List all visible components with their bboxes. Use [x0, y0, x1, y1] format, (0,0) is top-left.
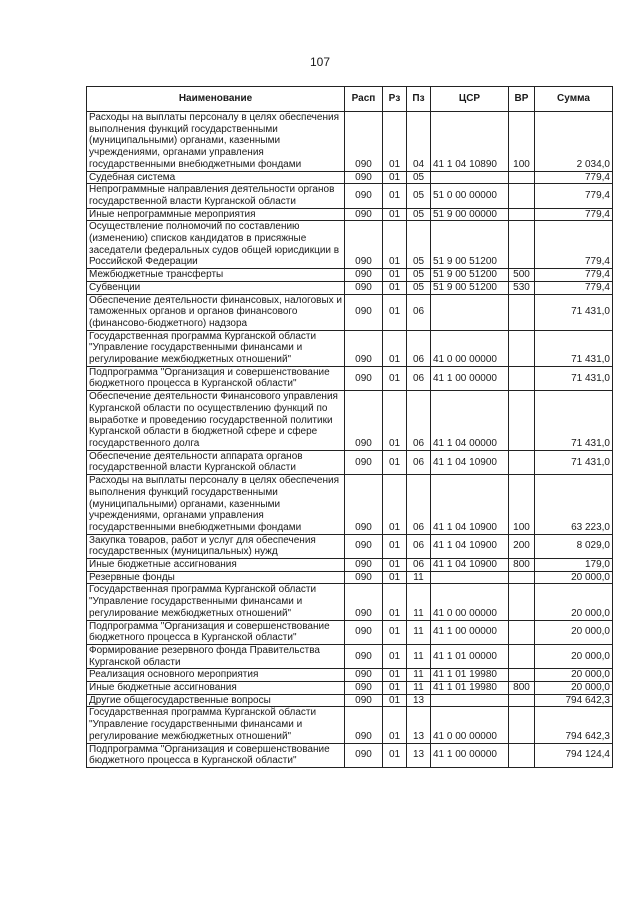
page-number: 107	[309, 55, 331, 69]
cell-vr: 800	[509, 682, 535, 695]
cell-vr: 500	[509, 269, 535, 282]
cell-pz: 05	[407, 208, 431, 221]
cell-rz: 01	[383, 294, 407, 330]
cell-csr: 51 9 00 51200	[431, 269, 509, 282]
cell-name: Государственная программа Курганской области "Управление государственными финансами и регулирование межбюджетных отношений"	[87, 584, 345, 620]
table-row	[87, 559, 613, 572]
cell-pz: 05	[407, 184, 431, 208]
cell-rasp: 090	[345, 208, 383, 221]
cell-sum: 71 431,0	[535, 330, 613, 366]
cell-sum: 63 223,0	[535, 475, 613, 535]
cell-rz: 01	[383, 281, 407, 294]
table-row	[87, 391, 613, 451]
cell-csr: 41 1 04 10900	[431, 475, 509, 535]
cell-vr	[509, 669, 535, 682]
cell-vr: 200	[509, 534, 535, 558]
cell-rz: 01	[383, 184, 407, 208]
cell-rz: 01	[383, 534, 407, 558]
cell-vr	[509, 450, 535, 474]
cell-name: Резервные фонды	[87, 571, 345, 584]
cell-csr: 41 0 00 00000	[431, 584, 509, 620]
cell-name: Непрограммные направления деятельности органов государственной власти Курганской области	[87, 184, 345, 208]
table-row	[87, 620, 613, 644]
cell-name: Расходы на выплаты персоналу в целях обеспечения выполнения функций государственными (муниципальными) органами, казенными учреждениями, органами управления государственными внебюджетными фондами	[87, 475, 345, 535]
table-row	[87, 330, 613, 366]
table-row	[87, 584, 613, 620]
header-rz: Рз	[383, 87, 407, 112]
cell-csr: 41 1 01 19980	[431, 682, 509, 695]
cell-name: Обеспечение деятельности Финансового управления Курганской области по осуществлению функций по выработке и проведению государственной политики Курганской области в бюджетной сфере и сфере государственного долга	[87, 391, 345, 451]
cell-rz: 01	[383, 669, 407, 682]
cell-name: Межбюджетные трансферты	[87, 269, 345, 282]
table-row	[87, 534, 613, 558]
cell-sum: 20 000,0	[535, 644, 613, 668]
cell-vr	[509, 294, 535, 330]
cell-name: Расходы на выплаты персоналу в целях обеспечения выполнения функций государственными (муниципальными) органами, казенными учреждениями, органами управления государственными внебюджетными фондами	[87, 112, 345, 172]
cell-sum: 8 029,0	[535, 534, 613, 558]
cell-sum: 71 431,0	[535, 366, 613, 390]
cell-name: Подпрограмма "Организация и совершенствование бюджетного процесса в Курганской области"	[87, 743, 345, 767]
cell-rasp: 090	[345, 644, 383, 668]
table-row	[87, 694, 613, 707]
cell-rasp: 090	[345, 682, 383, 695]
cell-rasp: 090	[345, 571, 383, 584]
cell-rasp: 090	[345, 269, 383, 282]
cell-csr	[431, 294, 509, 330]
budget-table	[86, 86, 613, 768]
cell-rasp: 090	[345, 294, 383, 330]
cell-rasp: 090	[345, 620, 383, 644]
cell-rasp: 090	[345, 112, 383, 172]
cell-sum: 794 642,3	[535, 694, 613, 707]
cell-csr: 51 0 00 00000	[431, 184, 509, 208]
cell-name: Судебная система	[87, 171, 345, 184]
cell-csr: 41 1 00 00000	[431, 366, 509, 390]
cell-rasp: 090	[345, 184, 383, 208]
cell-rz: 01	[383, 112, 407, 172]
cell-rz: 01	[383, 269, 407, 282]
cell-csr: 41 1 04 00000	[431, 391, 509, 451]
table-row	[87, 269, 613, 282]
cell-vr	[509, 694, 535, 707]
table-row	[87, 366, 613, 390]
cell-pz: 13	[407, 707, 431, 743]
cell-vr	[509, 707, 535, 743]
table-row	[87, 743, 613, 767]
cell-pz: 05	[407, 221, 431, 269]
cell-pz: 05	[407, 269, 431, 282]
cell-sum: 2 034,0	[535, 112, 613, 172]
cell-name: Подпрограмма "Организация и совершенствование бюджетного процесса в Курганской области"	[87, 620, 345, 644]
cell-csr: 41 1 01 00000	[431, 644, 509, 668]
cell-pz: 13	[407, 694, 431, 707]
cell-name: Подпрограмма "Организация и совершенствование бюджетного процесса в Курганской области"	[87, 366, 345, 390]
table-row	[87, 171, 613, 184]
header-sum: Сумма	[535, 87, 613, 112]
cell-csr: 41 0 00 00000	[431, 707, 509, 743]
cell-sum: 20 000,0	[535, 669, 613, 682]
table-row	[87, 450, 613, 474]
cell-name: Осуществление полномочий по составлению (изменению) списков кандидатов в присяжные заседатели федеральных судов общей юрисдикции в Российской Федерации	[87, 221, 345, 269]
cell-rasp: 090	[345, 694, 383, 707]
header-vr: ВР	[509, 87, 535, 112]
cell-rasp: 090	[345, 584, 383, 620]
cell-sum: 779,4	[535, 281, 613, 294]
cell-rasp: 090	[345, 221, 383, 269]
cell-name: Обеспечение деятельности аппарата органов государственной власти Курганской области	[87, 450, 345, 474]
table-row	[87, 571, 613, 584]
cell-csr: 41 1 00 00000	[431, 620, 509, 644]
header-csr: ЦСР	[431, 87, 509, 112]
cell-vr	[509, 571, 535, 584]
cell-vr	[509, 171, 535, 184]
cell-pz: 11	[407, 682, 431, 695]
cell-sum: 71 431,0	[535, 450, 613, 474]
cell-sum: 20 000,0	[535, 620, 613, 644]
cell-rz: 01	[383, 330, 407, 366]
cell-csr: 41 1 04 10900	[431, 534, 509, 558]
cell-name: Иные бюджетные ассигнования	[87, 559, 345, 572]
cell-rasp: 090	[345, 559, 383, 572]
cell-sum: 779,4	[535, 221, 613, 269]
cell-rz: 01	[383, 450, 407, 474]
cell-pz: 11	[407, 571, 431, 584]
cell-csr: 51 9 00 51200	[431, 221, 509, 269]
cell-rasp: 090	[345, 534, 383, 558]
cell-rasp: 090	[345, 391, 383, 451]
cell-name: Иные непрограммные мероприятия	[87, 208, 345, 221]
header-name: Наименование	[87, 87, 345, 112]
table-row	[87, 294, 613, 330]
table-row	[87, 221, 613, 269]
cell-pz: 06	[407, 294, 431, 330]
cell-name: Обеспечение деятельности финансовых, налоговых и таможенных органов и органов финансового (финансово-бюджетного) надзора	[87, 294, 345, 330]
cell-name: Государственная программа Курганской области "Управление государственными финансами и регулирование межбюджетных отношений"	[87, 707, 345, 743]
cell-name: Формирование резервного фонда Правительства Курганской области	[87, 644, 345, 668]
cell-csr: 41 1 04 10900	[431, 559, 509, 572]
table-row	[87, 281, 613, 294]
cell-pz: 04	[407, 112, 431, 172]
cell-rz: 01	[383, 620, 407, 644]
table-row	[87, 644, 613, 668]
cell-vr	[509, 208, 535, 221]
cell-rz: 01	[383, 707, 407, 743]
cell-pz: 06	[407, 330, 431, 366]
table-row	[87, 475, 613, 535]
cell-sum: 71 431,0	[535, 391, 613, 451]
cell-rasp: 090	[345, 743, 383, 767]
cell-csr: 41 0 00 00000	[431, 330, 509, 366]
cell-rz: 01	[383, 171, 407, 184]
cell-rasp: 090	[345, 475, 383, 535]
cell-pz: 11	[407, 644, 431, 668]
table-row	[87, 112, 613, 172]
cell-sum: 20 000,0	[535, 584, 613, 620]
cell-pz: 05	[407, 171, 431, 184]
cell-sum: 71 431,0	[535, 294, 613, 330]
cell-vr	[509, 330, 535, 366]
cell-csr	[431, 171, 509, 184]
cell-name: Иные бюджетные ассигнования	[87, 682, 345, 695]
cell-pz: 11	[407, 584, 431, 620]
header-pz: Пз	[407, 87, 431, 112]
cell-vr: 100	[509, 475, 535, 535]
cell-pz: 05	[407, 281, 431, 294]
cell-sum: 179,0	[535, 559, 613, 572]
cell-csr: 51 9 00 00000	[431, 208, 509, 221]
cell-vr	[509, 221, 535, 269]
cell-csr	[431, 694, 509, 707]
cell-csr	[431, 571, 509, 584]
cell-name: Закупка товаров, работ и услуг для обеспечения государственных (муниципальных) нужд	[87, 534, 345, 558]
cell-pz: 06	[407, 534, 431, 558]
cell-rasp: 090	[345, 171, 383, 184]
cell-name: Реализация основного мероприятия	[87, 669, 345, 682]
cell-vr	[509, 391, 535, 451]
cell-pz: 11	[407, 669, 431, 682]
cell-rz: 01	[383, 475, 407, 535]
table-body	[87, 112, 613, 768]
cell-sum: 20 000,0	[535, 682, 613, 695]
cell-vr	[509, 620, 535, 644]
cell-vr: 800	[509, 559, 535, 572]
cell-rz: 01	[383, 366, 407, 390]
header-row	[87, 87, 613, 112]
cell-sum: 779,4	[535, 208, 613, 221]
cell-rz: 01	[383, 571, 407, 584]
cell-csr: 41 1 01 19980	[431, 669, 509, 682]
cell-rz: 01	[383, 559, 407, 572]
cell-rasp: 090	[345, 707, 383, 743]
cell-pz: 06	[407, 450, 431, 474]
cell-pz: 06	[407, 475, 431, 535]
cell-rz: 01	[383, 694, 407, 707]
cell-sum: 779,4	[535, 171, 613, 184]
cell-rasp: 090	[345, 366, 383, 390]
cell-rz: 01	[383, 221, 407, 269]
cell-name: Субвенции	[87, 281, 345, 294]
cell-sum: 779,4	[535, 269, 613, 282]
cell-rasp: 090	[345, 330, 383, 366]
cell-sum: 779,4	[535, 184, 613, 208]
cell-rasp: 090	[345, 669, 383, 682]
cell-vr: 530	[509, 281, 535, 294]
header-rasp: Расп	[345, 87, 383, 112]
cell-vr	[509, 644, 535, 668]
cell-rz: 01	[383, 743, 407, 767]
cell-rz: 01	[383, 644, 407, 668]
cell-name: Государственная программа Курганской области "Управление государственными финансами и регулирование межбюджетных отношений"	[87, 330, 345, 366]
table-row	[87, 682, 613, 695]
cell-pz: 06	[407, 559, 431, 572]
cell-rasp: 090	[345, 281, 383, 294]
cell-sum: 20 000,0	[535, 571, 613, 584]
cell-pz: 11	[407, 620, 431, 644]
cell-pz: 13	[407, 743, 431, 767]
cell-pz: 06	[407, 391, 431, 451]
table-row	[87, 707, 613, 743]
table-row	[87, 669, 613, 682]
cell-rz: 01	[383, 584, 407, 620]
cell-sum: 794 124,4	[535, 743, 613, 767]
cell-vr: 100	[509, 112, 535, 172]
cell-vr	[509, 584, 535, 620]
table-row	[87, 184, 613, 208]
cell-name: Другие общегосударственные вопросы	[87, 694, 345, 707]
cell-pz: 06	[407, 366, 431, 390]
cell-vr	[509, 366, 535, 390]
cell-csr: 41 1 04 10900	[431, 450, 509, 474]
cell-rz: 01	[383, 391, 407, 451]
cell-csr: 41 1 00 00000	[431, 743, 509, 767]
cell-vr	[509, 743, 535, 767]
cell-rz: 01	[383, 208, 407, 221]
cell-csr: 51 9 00 51200	[431, 281, 509, 294]
cell-rz: 01	[383, 682, 407, 695]
cell-sum: 794 642,3	[535, 707, 613, 743]
cell-vr	[509, 184, 535, 208]
cell-csr: 41 1 04 10890	[431, 112, 509, 172]
table-row	[87, 208, 613, 221]
cell-rasp: 090	[345, 450, 383, 474]
